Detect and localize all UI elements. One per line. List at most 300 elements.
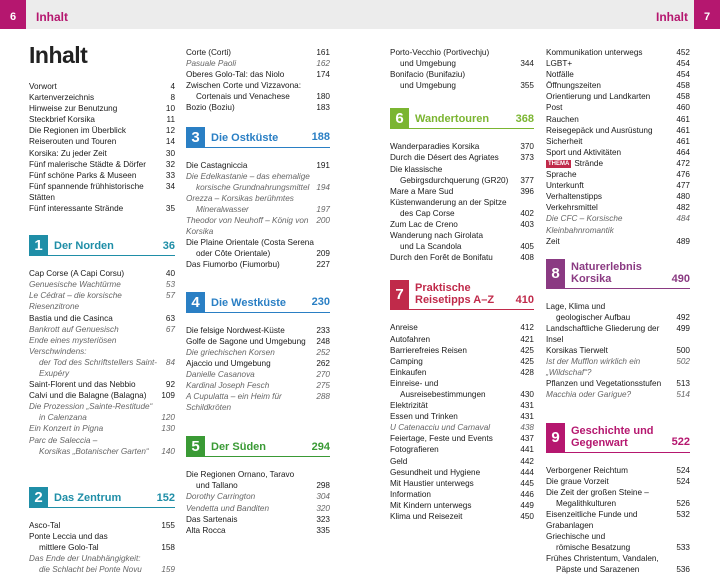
toc-entry-page: 57 — [165, 291, 175, 301]
toc-entry-page: 524 — [676, 476, 690, 486]
toc-entry-title: Pasuale Paoli — [186, 59, 237, 69]
toc-entry-title: Einreise- und — [390, 378, 439, 388]
toc-column-4 — [546, 47, 690, 575]
toc-entry-title: Die Regionen im Überblick — [29, 126, 126, 136]
toc-entry[interactable] — [390, 511, 534, 522]
toc-entry-page: 53 — [165, 280, 175, 290]
toc-entry-page: 461 — [676, 114, 690, 124]
toc-entry[interactable] — [186, 69, 330, 80]
toc-entry-page: 92 — [165, 380, 175, 390]
toc-entry-title: Die Regionen Ornano, Taravo — [186, 470, 295, 480]
toc-entry-page: 477 — [676, 181, 690, 191]
toc-entry-page: 12 — [165, 126, 175, 136]
toc-list — [29, 81, 175, 214]
toc-entry-page: 183 — [316, 103, 330, 113]
toc-entry-page — [324, 237, 330, 248]
toc-entry-title: korsische Grundnahrungsmittel — [196, 182, 310, 192]
toc-entry-page: 298 — [316, 481, 330, 491]
toc-entry-page: 430 — [520, 389, 534, 399]
toc-entry-page: 335 — [316, 525, 330, 535]
toc-entry[interactable] — [390, 175, 534, 186]
toc-entry-page: 162 — [316, 59, 330, 69]
toc-entry[interactable] — [390, 467, 534, 478]
toc-entry-page — [324, 80, 330, 91]
toc-entry[interactable] — [186, 47, 330, 58]
toc-list — [29, 268, 175, 457]
toc-entry[interactable] — [29, 553, 175, 564]
toc-entry-title: Zum Lac de Creno — [390, 220, 458, 230]
toc-entry[interactable] — [390, 80, 534, 91]
toc-entry[interactable] — [390, 345, 534, 356]
toc-entry-title: und La Scandola — [400, 242, 462, 252]
toc-entry[interactable] — [546, 531, 690, 542]
toc-entry-page: 191 — [316, 160, 330, 170]
toc-entry-title: Korsikas „Botanischer Garten“ — [39, 446, 149, 456]
toc-entry-page: 405 — [520, 242, 534, 252]
toc-entry-title: Landschaftliche Gliederung der Insel — [546, 323, 660, 344]
toc-entry-page — [169, 435, 175, 446]
toc-entry[interactable] — [29, 125, 175, 136]
toc-entry-page: 200 — [316, 216, 330, 226]
toc-entry[interactable] — [390, 489, 534, 500]
toc-entry-title: Ajaccio und Umgebung — [186, 358, 271, 368]
toc-entry-page: 320 — [316, 503, 330, 513]
toc-entry-page: 370 — [520, 142, 534, 152]
toc-entry-title: Saint-Florent und das Nebbio — [29, 380, 136, 390]
toc-entry-title: Orezza – Korsikas berühmtes — [186, 193, 294, 203]
toc-entry[interactable] — [546, 169, 690, 180]
toc-entry-title: Golfe de Sagone und Umgebung — [186, 336, 306, 346]
toc-entry-page: 40 — [165, 269, 175, 279]
toc-entry-page: 35 — [165, 204, 175, 214]
toc-entry[interactable] — [390, 208, 534, 219]
toc-entry-page — [684, 531, 690, 542]
toc-entry[interactable] — [186, 380, 330, 391]
toc-entry-page: 431 — [520, 412, 534, 422]
toc-entry-title: Mare a Mare Sud — [390, 186, 454, 196]
section-page: 36 — [162, 240, 175, 253]
toc-entry-title: Orientierung und Landkarten — [546, 92, 651, 102]
section-heading-1[interactable] — [29, 235, 175, 256]
toc-entry-page: 63 — [165, 313, 175, 323]
toc-entry[interactable] — [546, 509, 690, 531]
section-page: 230 — [311, 296, 330, 309]
toc-entry-title: Calvi und die Balagne (Balagna) — [29, 391, 147, 401]
toc-column-2 — [186, 47, 330, 536]
toc-entry-title: Das Sartenais — [186, 514, 238, 524]
toc-entry[interactable] — [29, 268, 175, 279]
toc-entry[interactable] — [186, 193, 330, 204]
toc-entry-title: Corte (Corti) — [186, 48, 232, 57]
toc-entry-title: Post — [546, 103, 563, 113]
toc-entry[interactable] — [186, 325, 330, 336]
toc-entry-title: römische Besatzung — [556, 543, 631, 553]
toc-entry[interactable] — [546, 191, 690, 202]
toc-entry-page: 499 — [676, 323, 690, 333]
toc-entry-page: 10 — [165, 104, 175, 114]
toc-entry[interactable] — [29, 401, 175, 412]
toc-entry[interactable] — [186, 204, 330, 215]
toc-entry[interactable] — [29, 92, 175, 103]
toc-entry[interactable] — [29, 520, 175, 531]
toc-entry[interactable] — [29, 390, 175, 401]
toc-entry[interactable] — [546, 476, 690, 487]
toc-entry-title: Korsika: Zu jeder Zeit — [29, 148, 107, 158]
toc-entry-page: 533 — [676, 543, 690, 553]
toc-entry[interactable] — [546, 236, 690, 247]
toc-entry[interactable] — [390, 230, 534, 241]
toc-entry-page: 492 — [676, 312, 690, 322]
toc-entry[interactable] — [390, 141, 534, 152]
toc-list — [390, 322, 534, 522]
toc-entry-title: Le Cédrat – die korsische Riesenzitrone — [29, 291, 122, 312]
toc-entry[interactable] — [390, 47, 534, 58]
section-heading-6[interactable] — [390, 108, 534, 129]
toc-entry[interactable] — [186, 336, 330, 347]
toc-entry-page: 461 — [676, 136, 690, 146]
toc-entry[interactable] — [390, 378, 534, 389]
toc-entry-page: 403 — [520, 220, 534, 230]
toc-entry-page: 472 — [676, 158, 690, 168]
toc-entry[interactable] — [186, 160, 330, 171]
toc-entry[interactable] — [546, 301, 690, 312]
toc-entry-title: Durch die Désert des Agriates — [390, 153, 499, 163]
toc-entry-title: Macchia oder Garigue? — [546, 390, 632, 400]
toc-entry[interactable] — [390, 334, 534, 345]
toc-entry[interactable] — [29, 81, 175, 92]
section-heading-7[interactable] — [390, 280, 534, 310]
toc-list — [390, 141, 534, 263]
toc-entry-page — [169, 553, 175, 564]
toc-entry-title: Reisegepäck und Ausrüstung — [546, 125, 653, 135]
toc-entry-title: Einkaufen — [390, 367, 427, 377]
toc-entry[interactable] — [186, 102, 330, 113]
toc-entry[interactable] — [186, 259, 330, 270]
toc-entry-page: 454 — [676, 59, 690, 69]
toc-entry[interactable] — [390, 456, 534, 467]
toc-entry[interactable] — [390, 186, 534, 197]
toc-entry[interactable] — [29, 114, 175, 125]
toc-entry[interactable] — [546, 80, 690, 91]
toc-entry[interactable] — [186, 248, 330, 259]
section-heading-8[interactable] — [546, 259, 690, 289]
toc-entry[interactable] — [390, 400, 534, 411]
toc-entry-title: Cap Corse (A Capi Corsu) — [29, 269, 125, 279]
toc-entry-title: Mit Haustier unterwegs — [390, 478, 474, 488]
toc-entry-title: Fünf schöne Parks & Museen — [29, 170, 137, 180]
toc-entry-page: 323 — [316, 514, 330, 524]
toc-entry[interactable] — [546, 312, 690, 323]
toc-entry[interactable] — [29, 290, 175, 312]
toc-entry-page: 373 — [520, 153, 534, 163]
toc-entry-page: 275 — [316, 380, 330, 390]
toc-entry-page: 344 — [520, 59, 534, 69]
toc-entry-title: und Umgebung — [400, 59, 456, 69]
toc-entry-title: Sicherheit — [546, 136, 583, 146]
toc-entry-title: Bonifacio (Bunifaziu) — [390, 70, 466, 80]
toc-entry-page: 194 — [316, 182, 330, 192]
toc-entry-page: 449 — [520, 500, 534, 510]
toc-entry-title: Cortenais und Venachese — [196, 92, 290, 102]
section-heading-5[interactable] — [186, 436, 330, 457]
toc-entry-page: 14 — [165, 137, 175, 147]
toc-entry-page: 461 — [676, 125, 690, 135]
toc-entry[interactable] — [390, 164, 534, 175]
toc-entry[interactable] — [390, 367, 534, 378]
toc-entry[interactable] — [546, 564, 690, 575]
toc-entry[interactable] — [390, 197, 534, 208]
toc-entry-page: 482 — [676, 203, 690, 213]
toc-entry[interactable] — [186, 480, 330, 491]
toc-entry-title: Die Castagniccia — [186, 160, 248, 170]
toc-entry-title: Eisenzeitliche Funde und Grabanlagen — [546, 509, 638, 530]
toc-entry-title: Ponte Leccia und das — [29, 531, 108, 541]
toc-entry[interactable] — [29, 357, 175, 379]
toc-entry-title: Feiertage, Feste und Events — [390, 434, 493, 444]
toc-entry[interactable] — [390, 422, 534, 433]
toc-entry[interactable] — [186, 391, 330, 413]
toc-entry-title: Anreise — [390, 323, 418, 333]
toc-entry-title: Camping — [390, 356, 423, 366]
toc-entry[interactable] — [186, 91, 330, 102]
toc-entry-title: Zwischen Corte und Vizzavona: — [186, 81, 301, 91]
toc-entry[interactable] — [546, 323, 690, 345]
section-title: Praktische Reisetipps A–Z — [415, 282, 495, 307]
toc-entry-title: A Cupulatta – ein Heim für Schildkröten — [186, 392, 282, 413]
toc-entry-title: Küstenwanderung an der Spitze — [390, 197, 507, 207]
toc-column-1 — [29, 81, 175, 575]
section-heading-9[interactable] — [546, 423, 690, 453]
toc-entry[interactable] — [390, 252, 534, 263]
toc-entry[interactable] — [29, 335, 175, 357]
toc-entry[interactable] — [390, 58, 534, 69]
toc-entry-page: 130 — [161, 424, 175, 434]
toc-entry[interactable] — [29, 435, 175, 446]
toc-entry-title: Vendetta und Banditen — [186, 503, 270, 513]
toc-entry-page — [324, 193, 330, 204]
toc-list — [186, 469, 330, 536]
toc-entry-title: U Catenacciu und Carnaval — [390, 423, 491, 433]
toc-entry-page — [528, 69, 534, 80]
toc-entry-title: Notfälle — [546, 70, 574, 80]
toc-entry[interactable] — [390, 433, 534, 444]
toc-entry-page: 288 — [316, 392, 330, 402]
toc-entry[interactable] — [29, 136, 175, 147]
toc-entry-title — [546, 158, 603, 169]
toc-entry-title: Die graue Vorzeit — [546, 476, 609, 486]
toc-entry[interactable] — [546, 69, 690, 80]
toc-entry-title: Die Prozession „Sainte-Restitude“ — [29, 402, 153, 412]
toc-entry-page — [528, 378, 534, 389]
toc-entry-title: Essen und Trinken — [390, 412, 458, 422]
toc-entry-title: Sprache — [546, 170, 577, 180]
toc-entry-title: mittlere Golo-Tal — [39, 542, 99, 552]
toc-entry-page: 536 — [676, 565, 690, 575]
toc-entry[interactable] — [29, 564, 175, 575]
toc-entry[interactable] — [546, 91, 690, 102]
toc-entry[interactable] — [186, 58, 330, 69]
toc-entry-page: 452 — [676, 48, 690, 57]
toc-entry[interactable] — [29, 159, 175, 170]
toc-entry-page: 8 — [170, 93, 175, 103]
toc-entry[interactable] — [546, 114, 690, 125]
page-title: Inhalt — [29, 42, 88, 68]
toc-entry[interactable] — [29, 542, 175, 553]
toc-entry-page — [684, 487, 690, 498]
toc-entry[interactable] — [390, 356, 534, 367]
toc-entry[interactable] — [390, 152, 534, 163]
toc-entry-title: Klima und Reisezeit — [390, 512, 463, 521]
toc-entry[interactable] — [546, 542, 690, 553]
toc-entry[interactable] — [186, 171, 330, 182]
toc-entry[interactable] — [546, 465, 690, 476]
toc-entry-title: Die felsige Nordwest-Küste — [186, 325, 285, 335]
toc-entry-page: 524 — [676, 465, 690, 475]
toc-entry-page: 502 — [676, 357, 690, 367]
section-title: Wandertouren — [415, 113, 490, 126]
section-page: 522 — [671, 436, 690, 449]
toc-entry-page: 180 — [316, 92, 330, 102]
toc-entry[interactable] — [186, 80, 330, 91]
section-heading-4[interactable] — [186, 292, 330, 313]
section-number: 6 — [390, 108, 409, 129]
toc-entry[interactable] — [186, 491, 330, 502]
section-number: 9 — [546, 423, 565, 453]
toc-entry[interactable] — [29, 423, 175, 434]
toc-entry-page: 155 — [161, 520, 175, 530]
toc-list — [546, 301, 690, 401]
toc-entry[interactable] — [29, 313, 175, 324]
toc-entry[interactable] — [29, 170, 175, 181]
toc-entry-page: 445 — [520, 478, 534, 488]
toc-entry-title: Genuesische Wachtürme — [29, 280, 121, 290]
toc-entry-page — [324, 171, 330, 182]
toc-entry[interactable] — [390, 444, 534, 455]
toc-entry[interactable] — [546, 102, 690, 113]
toc-entry[interactable] — [29, 379, 175, 390]
toc-entry[interactable] — [29, 203, 175, 214]
toc-entry-title: Dorothy Carrington — [186, 492, 256, 502]
toc-entry[interactable] — [29, 446, 175, 457]
section-heading-2[interactable] — [29, 487, 175, 508]
section-number: 5 — [186, 436, 205, 457]
section-number: 8 — [546, 259, 565, 289]
toc-entry-page: 248 — [316, 336, 330, 346]
toc-entry-title: Vorwort — [29, 82, 57, 91]
toc-entry[interactable] — [546, 553, 690, 564]
toc-entry[interactable] — [546, 213, 690, 235]
toc-entry[interactable] — [390, 389, 534, 400]
toc-entry[interactable] — [29, 103, 175, 114]
toc-entry[interactable] — [29, 531, 175, 542]
toc-entry[interactable] — [390, 500, 534, 511]
toc-entry[interactable] — [29, 324, 175, 335]
toc-entry[interactable] — [29, 181, 175, 203]
toc-entry-page: 437 — [520, 434, 534, 444]
section-heading-3[interactable] — [186, 127, 330, 148]
right-running-title: Inhalt — [656, 10, 688, 24]
toc-entry[interactable] — [546, 125, 690, 136]
toc-entry[interactable] — [186, 182, 330, 193]
toc-entry[interactable] — [546, 180, 690, 191]
toc-entry[interactable] — [546, 498, 690, 509]
toc-entry-page: 252 — [316, 347, 330, 357]
toc-entry[interactable] — [546, 58, 690, 69]
toc-entry[interactable] — [546, 378, 690, 389]
toc-entry-title: in Calenzana — [39, 413, 87, 423]
toc-entry[interactable] — [546, 202, 690, 213]
toc-entry[interactable] — [546, 345, 690, 356]
toc-entry[interactable] — [390, 478, 534, 489]
toc-entry[interactable] — [186, 347, 330, 358]
toc-entry[interactable] — [186, 215, 330, 237]
toc-entry-page: 428 — [520, 367, 534, 377]
toc-entry-page: 532 — [676, 509, 690, 519]
toc-entry-page: 421 — [520, 334, 534, 344]
toc-entry[interactable] — [546, 487, 690, 498]
toc-entry-page: 442 — [520, 456, 534, 466]
toc-entry-title: Information — [390, 489, 431, 499]
toc-entry[interactable] — [29, 279, 175, 290]
toc-entry-page — [169, 401, 175, 412]
toc-entry[interactable] — [29, 412, 175, 423]
toc-entry[interactable] — [186, 514, 330, 525]
toc-entry[interactable] — [186, 469, 330, 480]
toc-entry-page: 377 — [520, 175, 534, 185]
toc-entry-title: Geld — [390, 456, 408, 466]
toc-entry[interactable] — [546, 47, 690, 58]
toc-entry-page: 4 — [170, 82, 175, 91]
toc-entry-title: Durch den Forêt de Bonifatu — [390, 253, 493, 263]
toc-entry[interactable] — [390, 219, 534, 230]
toc-entry-page: 500 — [676, 346, 690, 356]
toc-entry[interactable] — [390, 241, 534, 252]
toc-entry-page: 159 — [161, 565, 175, 575]
toc-entry[interactable] — [186, 237, 330, 248]
toc-entry-title: LGBT+ — [546, 59, 573, 69]
toc-entry[interactable] — [390, 69, 534, 80]
toc-entry[interactable] — [390, 322, 534, 333]
right-page-number: 7 — [694, 0, 720, 29]
toc-entry[interactable] — [546, 136, 690, 147]
section-page: 188 — [311, 131, 330, 144]
toc-entry[interactable] — [546, 158, 690, 169]
toc-entry-title: und Umgebung — [400, 81, 456, 91]
toc-entry[interactable] — [186, 503, 330, 514]
toc-entry[interactable] — [546, 147, 690, 158]
toc-entry-page: 270 — [316, 369, 330, 379]
toc-list — [186, 325, 330, 414]
toc-entry[interactable] — [390, 411, 534, 422]
toc-entry-page: 355 — [520, 81, 534, 91]
section-number: 4 — [186, 292, 205, 313]
toc-entry-title: Fünf interessante Strände — [29, 204, 124, 214]
toc-entry-page: 140 — [161, 446, 175, 456]
toc-entry[interactable] — [546, 389, 690, 400]
toc-entry[interactable] — [186, 369, 330, 380]
toc-entry[interactable] — [29, 148, 175, 159]
section-title: Der Norden — [54, 240, 114, 253]
toc-entry-page: 11 — [166, 115, 175, 125]
toc-entry-page — [324, 469, 330, 480]
toc-entry[interactable] — [546, 356, 690, 378]
section-number: 3 — [186, 127, 205, 148]
section-title: Das Zentrum — [54, 491, 122, 504]
toc-entry-title: Megalithkulturen — [556, 498, 617, 508]
toc-entry-title: Ein Konzert in Pigna — [29, 424, 104, 434]
toc-entry[interactable] — [186, 525, 330, 536]
toc-entry[interactable] — [186, 358, 330, 369]
